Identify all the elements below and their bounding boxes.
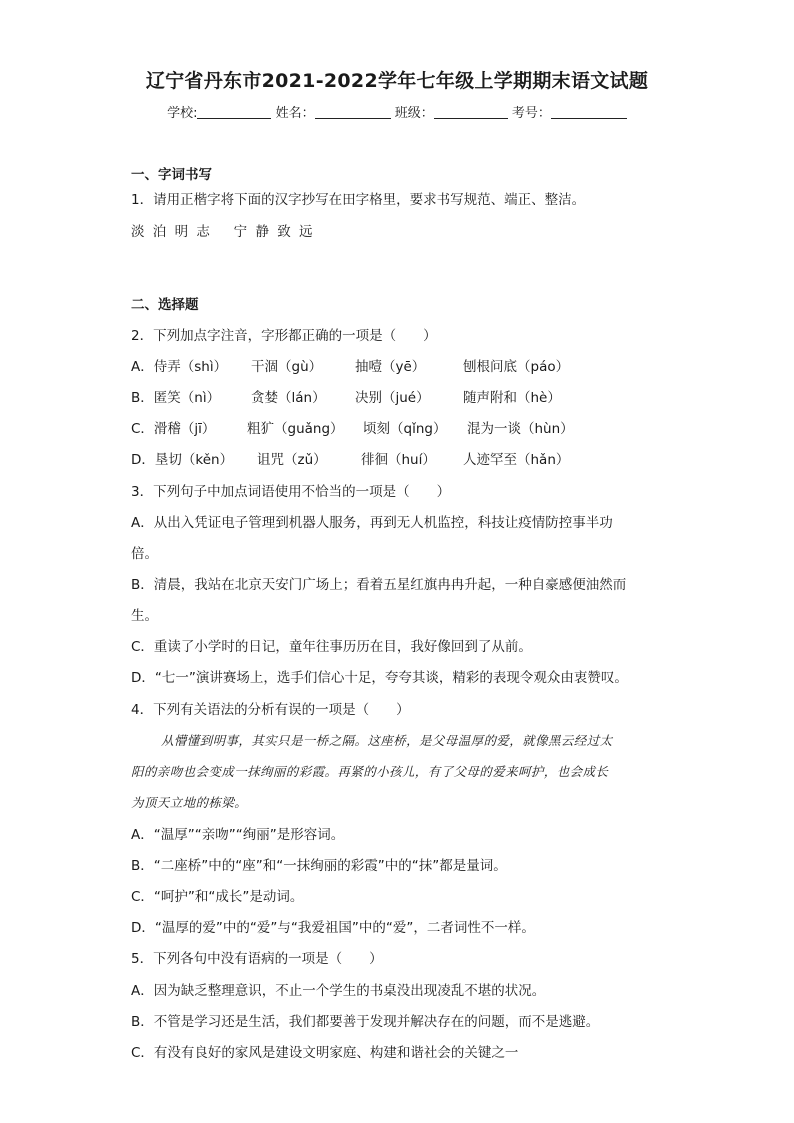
q2-stem: 2．下列加点字注音，字形都正确的一项是（ ） (131, 328, 437, 344)
q3-option-b-line2: 生。 (131, 608, 158, 624)
q2-option-a: A．侍弄（shì） 干涸（gù） 抽噎（yē） 刨根问底（páo） (131, 359, 570, 375)
class-label: 班级： (394, 106, 434, 121)
q4-option-a: A．“温厚”“亲吻”“绚丽”是形容词。 (131, 827, 345, 843)
q3-option-c: C．重读了小学时的日记，童年往事历历在目，我好像回到了从前。 (131, 639, 532, 655)
q4-stem: 4．下列有关语法的分析有误的一项是（ ） (131, 702, 410, 718)
q5-stem: 5．下列各句中没有语病的一项是（ ） (131, 951, 383, 967)
number-label: 考号： (511, 106, 551, 121)
student-info-row (0, 102, 794, 121)
q1-stem: 1．请用正楷字将下面的汉字抄写在田字格里，要求书写规范、端正、整洁。 (131, 192, 586, 208)
q3-stem: 3．下列句子中加点词语使用不恰当的一项是（ ） (131, 484, 451, 500)
school-label: 学校: (167, 106, 198, 121)
q1-text: 淡 泊 明 志 宁 静 致 远 (131, 224, 315, 240)
number-blank[interactable] (551, 104, 627, 119)
section-heading-1: 一、字词书写 (131, 167, 212, 183)
school-blank[interactable] (197, 104, 271, 119)
q2-option-d: D．垦切（kěn） 诅咒（zǔ） 徘徊（huí） 人迹罕至（hǎn） (131, 452, 570, 468)
q4-passage-line2: 阳的亲吻也会变成一抹绚丽的彩霞。再紧的小孩儿，有了父母的爱来呵护，也会成长 (131, 764, 609, 779)
q4-option-b: B．“二座桥”中的“座”和“一抹绚丽的彩霞”中的“抹”都是量词。 (131, 858, 507, 874)
q4-option-d: D．“温厚的爱”中的“爱”与“我爱祖国”中的“爱”，二者词性不一样。 (131, 920, 535, 936)
q5-option-a: A．因为缺乏整理意识，不止一个学生的书桌没出现凌乱不堪的状况。 (131, 983, 546, 999)
q3-option-d: D．“七一”演讲赛场上，选手们信心十足，夸夸其谈，精彩的表现令观众由衷赞叹。 (131, 670, 628, 686)
q4-option-c: C．“呵护”和“成长”是动词。 (131, 889, 304, 905)
q5-option-b: B．不管是学习还是生活，我们都要善于发现并解决存在的问题，而不是逃避。 (131, 1014, 600, 1030)
name-blank[interactable] (315, 104, 391, 119)
q2-option-c: C．滑稽（jī） 粗犷（guǎng） 顷刻（qǐng） 混为一谈（hùn） (131, 421, 574, 437)
name-label: 姓名： (275, 106, 315, 121)
section-heading-2: 二、选择题 (131, 297, 199, 313)
q3-option-b-line1: B．清晨，我站在北京天安门广场上；看着五星红旗冉冉升起，一种自豪感便油然而 (131, 577, 627, 593)
q4-passage-line3: 为顶天立地的栋梁。 (131, 795, 248, 810)
q5-option-c: C．有没有良好的家风是建设文明家庭、构建和谐社会的关键之一 (131, 1045, 519, 1061)
page-title: 辽宁省丹东市2021-2022学年七年级上学期期末语文试题 (145, 70, 649, 92)
q2-option-b: B．匿笑（nì） 贪婪（lán） 决别（jué） 随声附和（hè） (131, 390, 561, 406)
q3-option-a-line2: 倍。 (131, 546, 158, 562)
q4-passage-line1: 从懵懂到明事，其实只是一桥之隔。这座桥，是父母温厚的爱，就像黑云经过太 (161, 733, 613, 748)
q3-option-a-line1: A．从出入凭证电子管理到机器人服务，再到无人机监控，科技让疫情防控事半功 (131, 515, 613, 531)
class-blank[interactable] (434, 104, 508, 119)
